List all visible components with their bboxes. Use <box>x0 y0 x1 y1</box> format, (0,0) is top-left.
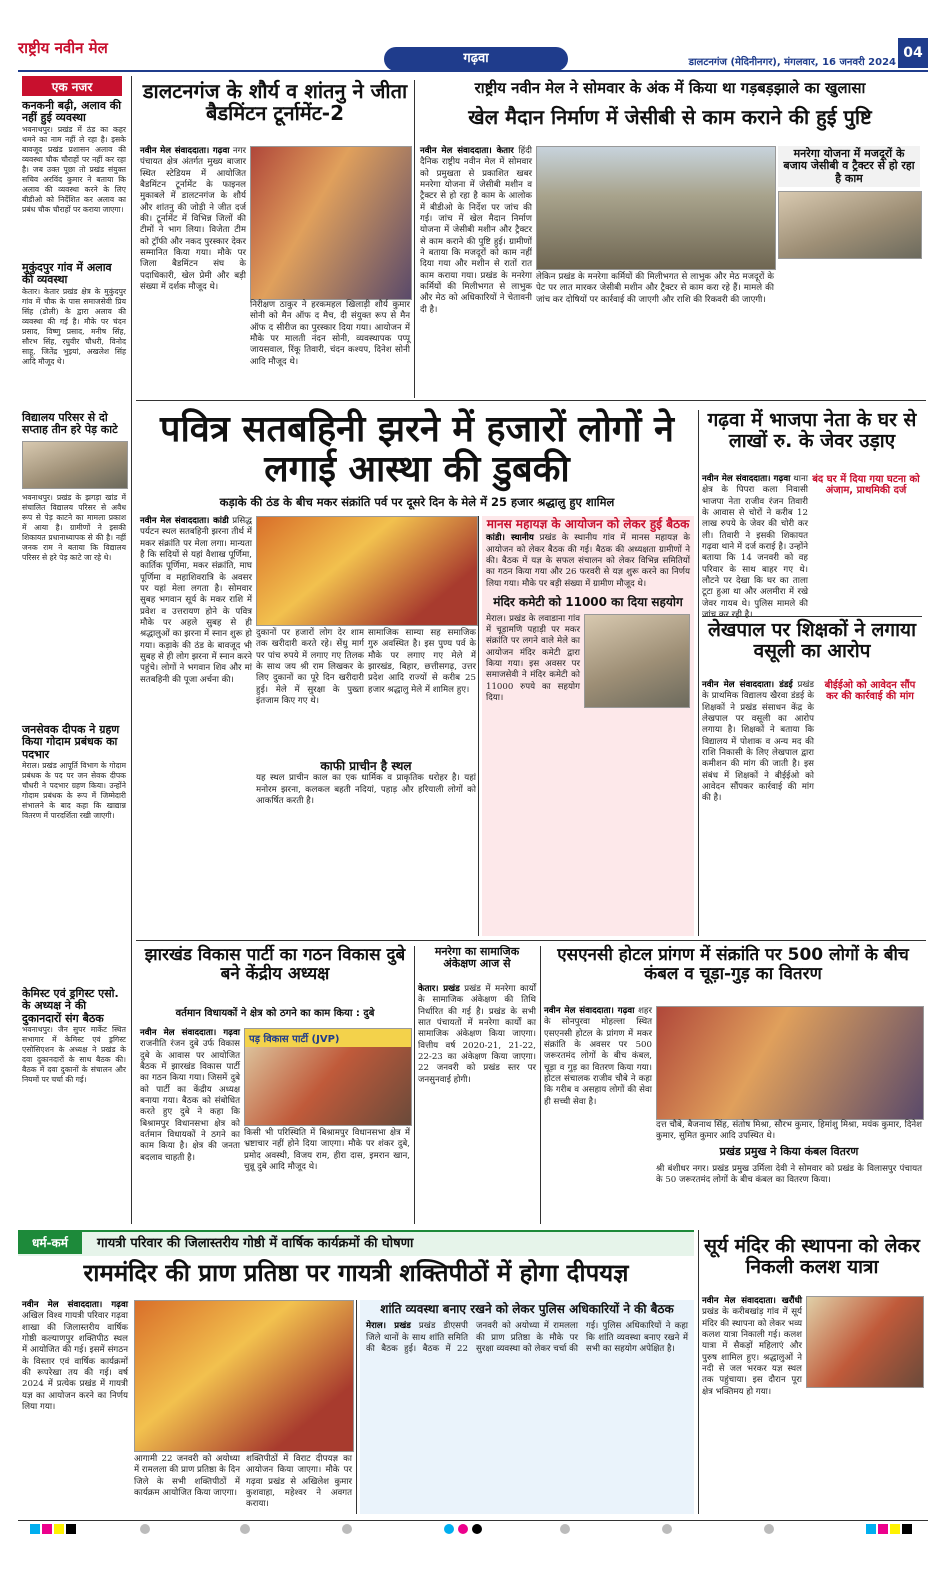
police-text: प्रखंड डीएसपी जिले थानों के साथ शांति समिति की बैठक हुई। बैठक में 22 जनवरी को अयोध्या में रामलला की प्राण प्रतिष्ठा के मौके पर सुरक्षा व्यवस्था को लेकर चर्चा की गई। पुलिस अधिकारियों ने कहा कि शांति व्यवस्था बनाए रखने में सभी का सहयोग अपेक्षित है। <box>366 1321 688 1355</box>
waterfall-body <box>140 516 252 936</box>
gayatri-kicker: गायत्री परिवार की जिलास्तरीय गोष्ठी में वार्षिक कार्यक्रमों की घोषणा <box>97 1236 414 1251</box>
divider <box>698 1230 699 1514</box>
manrega-byline: केतार। प्रखंड <box>418 984 460 994</box>
jvp-byline: नवीन मेल संवाददाता। गढ़वा <box>140 1028 240 1038</box>
registration-dot <box>662 1524 672 1534</box>
jcb-body-2: लेकिन प्रखंड के मनरेगा कर्मियों की मिलीभगत से लाभुक और मेठ मजदूरों के पेट पर लात मारकर जेसीबी मशीन और ट्रैक्टर से काम करा रहे हैं। मामले की जांच कर दोषियों पर कार्रवाई की जाएगी और राशि की रिकवरी की जाएगी। <box>536 272 774 305</box>
divider <box>414 80 415 398</box>
blanket-headline: एसएनसी होटल प्रांगण में संक्रांति पर 500 लोगों के बीच कंबल व चूड़ा-गुड़ का वितरण <box>557 945 909 985</box>
waterfall-body-2: दुकानों पर हजारों लोग देर शाम तक खरीदारी करते रहे। सेंधु मार्ग पर पांच रुपये में लगाए गए तिलक के साथ जय श्री राम लिखकर के लिए दुकानों का पूरे दिन खरीदारी हुई। मेले में सुरक्षा के पुख्ता इंतजाम किए गए थे। <box>256 628 364 707</box>
jcb-inset-photo <box>778 191 922 259</box>
gayatri-text: अखिल विश्व गायत्री परिवार गढ़वा शाखा की जिलास्तरीय वार्षिक गोष्ठी कल्याणपुर शक्तिपीठ स्थल में आयोजित की गई। इसमें संगठन के विस्तार एवं वार्षिक कार्यक्रमों की रूपरेखा तय की गई। वर्ष 2024 में प्रत्येक प्रखंड में गायत्री यज्ञ का आयोजन करने का निर्णय लिया गया। <box>22 1311 128 1413</box>
registration-dot <box>764 1524 774 1534</box>
bjp-headline: गढ़वा में भाजपा नेता के घर से लाखों रु. के जेवर उड़ाए <box>707 409 917 453</box>
jcb-text: हिंदी दैनिक राष्ट्रीय नवीन मेल में सोमवार को प्रमुखता से प्रकाशित खबर मनरेगा योजना में जेसीबी मशीन व ट्रैक्टर से हो रहा है काम के आलोक में बीडीओ के निर्देश पर जांच की गई। जांच में खेल मैदान निर्माण योजना में जेसीबी मशीन और ट्रैक्टर से काम कराने की पुष्टि हुई। ग्रामीणों ने बताया कि मजदूरों को काम नहीं दिया गया और मशीन से रातों रात काम कराया गया। प्रखंड के मनरेगा कर्मियों की मिलीभगत से लाभुक और मेठ को अधिकारियों ने चेतावनी दी है। <box>420 146 533 315</box>
surya-byline: नवीन मेल संवाददाता। खरौंधी <box>702 1296 802 1306</box>
jvp-subhead: वर्तमान विधायकों ने क्षेत्र को ठगने का काम किया : दुबे <box>175 1008 375 1019</box>
lekhpal-red-sub-text: बीईईओ को आवेदन सौंप कर की कार्रवाई की मांग <box>824 680 916 703</box>
police-byline: मेराल। प्रखंड <box>366 1321 411 1332</box>
dharm-karm-banner <box>18 1230 694 1256</box>
sidebar-item <box>22 724 126 986</box>
gayatri-body-3: शक्तिपीठों में विराट दीपयज्ञ का आयोजन किया जाएगा। मौके पर गढ़वा प्रखंड से अखिलेश कुमार कुशवाहा, महेश्वर ने अवगत कराया। <box>246 1454 352 1510</box>
color-swatch <box>30 1524 40 1534</box>
manas-box <box>482 516 694 936</box>
sidebar-item <box>22 262 126 410</box>
sidebar-item-body: भवनाथपुर। प्रखंड में ठंड का कहर थमने का नाम नहीं ले रहा है। इसके बावजूद प्रखंड प्रशासन अलाव की व्यवस्था चौक चौराहों पर नहीं कर रहा है। जब उक्त पूछा तो प्रखंड संयुक्त सचिव अरविंद कुमार ने बताया कि अलाव की व्यवस्था करने के लिए बीडीओ को निर्देशित कर अलाव का प्रबंध चौक चौराहों पर कराया जाएगा। <box>22 124 126 214</box>
registration-dot <box>240 1524 250 1534</box>
sidebar-item-body: केतार। केतार प्रखंड क्षेत्र के मुकुंदपुर गांव में चौक के पास समाजसेवी प्रिय सिंह (डोली) के द्वारा अलाव की व्यवस्था की गई है। मौके पर चंदन प्रसाद, विष्णु प्रसाद, मनीष सिंह, सौरभ सिंह, रघुवीर चौधरी, विनोद साहू, जितेंद्र भुइयां, अखलेश सिंह आदि मौजूद थे। <box>22 286 126 366</box>
sidebar-label <box>22 76 122 96</box>
waterfall-subhead: कड़ाके की ठंड के बीच मकर संक्रांति पर्व पर दूसरे दिन के मेले में 25 हजार श्रद्धालु हुए शामिल <box>219 495 615 509</box>
lekhpal-body <box>702 680 814 936</box>
bjp-red-sub <box>812 474 920 514</box>
jcb-inset-headline: मनरेगा योजना में मजदूरों के बजाय जेसीबी व ट्रैक्टर से हो रहा है काम <box>778 146 920 187</box>
manas-text: प्रखंड के स्थानीय गांव में मानस महायज्ञ के आयोजन को लेकर बैठक की गई। बैठक की अध्यक्षता ग्रामीणों ने की। बैठक में यज्ञ के सफल संचालन को लेकर विभिन्न समितियों का गठन किया गया और 26 फरवरी से यज्ञ शुरू करने का निर्णय लिया गया। मौके पर बड़ी संख्या में ग्रामीण मौजूद थे। <box>486 533 690 589</box>
registration-dot <box>342 1524 352 1534</box>
waterfall-text-3: सामाजिक साम्या सह समाजिक गुरु अवस्थित है। इस पुण्य पर्व के मौके पर लगाए गए मेले में झारखंड, बिहार, छत्तीसगढ़, उत्तर प्रदेश आदि राज्यों से करीब 25 हजार श्रद्धालु मेले में शामिल हुए। <box>368 628 476 695</box>
registration-dot <box>560 1524 570 1534</box>
badminton-caption: निरीक्षण ठाकुर ने हरकमहल खिलाड़ी शौर्य कुमार सोनी को मैन ऑफ द मैच, दी संयुक्त रूप से मैन ऑफ द सीरीज का पुरस्कार दिया गया। आयोजन में मौके पर मालती नंदन सोनी, व्यवस्थापक पप्पू जायसवाल, रिंकू तिवारी, चंदन कश्यप, दिनेश सोनी आदि मौजूद थे। <box>250 300 410 367</box>
donation-headline: मंदिर कमेटी को 11000 का दिया सहयोग <box>493 595 683 610</box>
color-swatch <box>878 1524 888 1534</box>
header-rule <box>18 70 928 72</box>
police-body <box>360 1319 694 1357</box>
gayatri-photo <box>134 1300 354 1452</box>
manas-headline: मानस महायज्ञ के आयोजन को लेकर हुई बैठक <box>486 517 690 531</box>
jvp-photo <box>244 1028 412 1126</box>
registration-dot <box>458 1524 468 1534</box>
jvp-headline: झारखंड विकास पार्टी का गठन विकास दुबे बने केंद्रीय अध्यक्ष <box>144 945 406 985</box>
jcb-headline: खेल मैदान निर्माण में जेसीबी से काम कराने की हुई पुष्टि <box>468 105 872 129</box>
surya-body <box>702 1296 802 1514</box>
masthead <box>18 38 138 64</box>
manrega-headline: मनरेगा का सामाजिक अंकेक्षण आज से <box>434 945 520 971</box>
sidebar-item-title: केमिस्ट एवं ड्रगिस्ट एसो. के अध्यक्ष ने की दुकानदारों संग बैठक <box>22 987 119 1025</box>
color-swatch <box>890 1524 900 1534</box>
blanket-sub2: प्रखंड प्रमुख ने किया कंबल वितरण <box>719 1145 859 1158</box>
section-tab <box>384 47 568 71</box>
row-rule <box>136 940 926 941</box>
divider <box>540 946 541 1224</box>
bjp-text: थाना क्षेत्र के पिपरा कला निवासी भाजपा नेता राजीव रंजन तिवारी के आवास से चोरों ने करीब 12 लाख रुपये के जेवर की चोरी कर ली। तिवारी ने इसकी शिकायत गढ़वा थाने में दर्ज कराई है। उन्होंने बताया कि 14 जनवरी को वह परिवार के साथ बाहर गए थे। लौटने पर देखा कि घर का ताला टूटा हुआ था और अलमीरा में रखे जेवर गायब थे। पुलिस मामले की <box>702 474 809 609</box>
sidebar-item <box>22 412 126 722</box>
sidebar-photo <box>22 441 128 489</box>
waterfall-byline: नवीन मेल संवाददाता। कांडी <box>140 516 229 526</box>
dharm-karm-label: धर्म-कर्म <box>18 1232 82 1254</box>
section-name: गढ़वा <box>463 51 489 66</box>
blanket-body <box>544 1006 652 1224</box>
blanket-caption: दत्त चौबे, बैजनाथ सिंह, संतोष मिश्रा, सौरभ कुमार, हिमांशु मिश्रा, मयंक कुमार, दिनेश कुमार, सुमित कुमार आदि उपस्थित थे। <box>656 1120 922 1142</box>
jcb-byline: नवीन मेल संवाददाता। केतार <box>420 146 514 156</box>
police-box <box>360 1300 694 1514</box>
registration-dot <box>140 1524 150 1534</box>
sidebar-label-text: एक नजर <box>51 80 93 94</box>
badminton-byline: नवीन मेल संवाददाता। गढ़वा <box>140 146 230 156</box>
registration-dot <box>472 1524 482 1534</box>
donation-photo <box>584 614 690 708</box>
blanket-photo <box>656 1006 924 1120</box>
page-number <box>898 38 928 68</box>
color-swatch <box>866 1524 876 1534</box>
blanket-text: शहर के सोनपुरवा मोहल्ला स्थित एसएनसी होटल के प्रांगण में मकर संक्रांति के अवसर पर 500 जरूरतमंद लोगों के बीच कंबल, चूड़ा व गुड़ का वितरण किया गया। होटल संचालक राजीव चौबे ने कहा कि गरीब व असहाय लोगों की सेवा ही सच्ची सेवा है। <box>544 1006 652 1107</box>
badminton-headline: डालटनगंज के शौर्य व शांतनु ने जीता बैडमिंटन टूर्नामेंट-2 <box>142 79 408 126</box>
waterfall-history-body: यह स्थल प्राचीन काल का एक धार्मिक व प्राकृतिक धरोहर है। यहां मनोरम झरना, कलकल बहती नदियां, पहाड़ और हरियाली लोगों को आकर्षित करती है। <box>256 773 476 807</box>
sidebar-item <box>22 100 126 260</box>
police-headline: शांति व्यवस्था बनाए रखने को लेकर पुलिस अधिकारियों ने की बैठक <box>380 1302 674 1316</box>
footer-rule <box>18 1520 928 1521</box>
badminton-photo <box>250 146 412 300</box>
sidebar-item-body: मेराल। प्रखंड आपूर्ति विभाग के गोदाम प्रबंधक के पद पर जन सेवक दीपक चौधरी ने पदभार ग्रहण किया। उन्होंने गोदाम प्रबंधक के रूप में जिम्मेदारी संभालने के बाद कहा कि खाद्यान्न वितरण में पारदर्शिता रखी जाएगी। <box>22 760 126 821</box>
bjp-byline: नवीन मेल संवाददाता। गढ़वा <box>702 474 791 484</box>
jcb-inset <box>778 146 920 396</box>
donation-body: मेराल। प्रखंड के लवाडाना गांव में चूड़ामणि पहाड़ी पर मकर संक्रांति पर लगने वाले मेले का आयोजन मंदिर कमेटी द्वारा किया गया। इस अवसर पर समाजसेवी ने मंदिर कमेटी को 11000 रुपये का सहयोग दिया। <box>486 613 580 703</box>
badminton-body <box>140 146 246 396</box>
row-rule <box>702 616 922 617</box>
jvp-body <box>140 1028 240 1224</box>
surya-text: प्रखंड के करीबखांड़ गांव में सूर्य मंदिर की स्थापना को लेकर भव्य कलश यात्रा निकाली गई। कलश यात्रा में सैकड़ों महिलाएं और पुरुष शामिल हुए। श्रद्धालुओं ने नदी से जल भरकर यज्ञ स्थल तक पहुंचाया। इस दौरान पूरा क्षेत्र भक्तिमय हो गया। <box>702 1307 802 1397</box>
color-swatch <box>54 1524 64 1534</box>
jvp-body-2: किसी भी परिस्थिति में बिश्रामपुर विधानसभा क्षेत्र में भ्रष्टाचार नहीं होने दिया जाएगा। मौके पर शंकर दुबे, प्रमोद अवस्थी, विजय राम, हीरा दास, इमरान खान, चुन्नू दुबे आदि मौजूद थे। <box>244 1128 410 1173</box>
lekhpal-red-sub <box>818 680 922 720</box>
gayatri-headline: राममंदिर की प्राण प्रतिष्ठा पर गायत्री शक्तिपीठों में होगा दीपयज्ञ <box>83 1259 629 1287</box>
waterfall-history <box>256 760 476 930</box>
divider <box>698 410 699 936</box>
page-number-text: 04 <box>903 45 923 61</box>
gayatri-body-2: आगामी 22 जनवरी को अयोध्या में रामलला की प्राण प्रतिष्ठा के दिन जिले के सभी शक्तिपीठों में कार्यक्रम आयोजित किया जाएगा। <box>134 1454 240 1499</box>
sidebar-item-title: कनकनी बढ़ी, अलाव की नहीं हुई व्यवस्था <box>22 99 122 125</box>
blanket-byline: नवीन मेल संवाददाता। गढ़वा <box>544 1006 635 1016</box>
surya-photo <box>806 1296 924 1388</box>
surya-headline: सूर्य मंदिर की स्थापना को लेकर निकली कलश यात्रा <box>704 1235 920 1279</box>
masthead-title: राष्ट्रीय नवीन मेल <box>18 39 108 57</box>
gayatri-byline: नवीन मेल संवाददाता। गढ़वा <box>22 1300 128 1310</box>
color-swatch <box>66 1524 76 1534</box>
jcb-photo <box>536 146 776 270</box>
jvp-text: राजनीति रंजन दुबे उर्फ विकास दुबे के आवास पर आयोजित बैठक में झारखंड विकास पार्टी का गठन किया गया। जिसमें दुबे को पार्टी का केंद्रीय अध्यक्ष बनाया गया। बैठक को संबोधित करते हुए दुबे ने कहा कि बिश्रामपुर विधानसभा क्षेत्र को वर्तमान विधायकों ने ठगने का काम किया है। क्षेत्र की जनता बदलाव चाहती है। <box>140 1039 240 1163</box>
jcb-kicker: राष्ट्रीय नवीन मेल ने सोमवार के अंक में किया था गड़बड़झाले का खुलासा <box>474 79 866 97</box>
bjp-body <box>702 474 808 614</box>
manas-byline: कांडी। स्थानीय <box>486 533 534 544</box>
sidebar-item-body: भवनाथपुर। जैन सुपर मार्केट स्थित सभागार में केमिस्ट एवं ड्रगिस्ट एसोसिएशन के अध्यक्ष ने प्रखंड के दवा दुकानदारों के साथ बैठक की। बैठक में दवा दुकानों के संचालन और नियमों पर चर्चा की गई। <box>22 1024 126 1085</box>
manrega-text: प्रखंड में मनरेगा कार्यों के सामाजिक अंकेक्षण की तिथि निर्धारित की गई है। प्रखंड के सभी सात पंचायतों में मनरेगा कार्यों का सामाजिक अंकेक्षण किया जाएगा। वित्तीय वर्ष 2020-21, 21-22, 22-23 का अंकेक्षण किया जाएगा। 22 जनवरी को प्रखंड स्तर पर जनसुनवाई होगी। <box>418 984 536 1085</box>
badminton-text: नगर पंचायत क्षेत्र अंतर्गत मुख्य बाजार स्थित स्टेडियम में आयोजित बैडमिंटन टूर्नामेंट के फाइनल मुकाबले में डालटनगंज के शौर्य और शांतनु की जोड़ी ने जीत दर्ज की। टूर्नामेंट में विभिन्न जिलों की टीमों ने भाग लिया। विजेता टीम को ट्रॉफी और नकद पुरस्कार देकर सम्मानित किया गया। मौके पर जिला बैडमिंटन संघ के पदाधिकारी, खेल प्रेमी और बड़ी संख्या में दर्शक मौजूद थे। <box>140 146 246 293</box>
color-swatch <box>42 1524 52 1534</box>
registration-dot <box>444 1524 454 1534</box>
gayatri-body <box>22 1300 128 1514</box>
manrega-body <box>418 984 536 1224</box>
dateline <box>636 50 896 68</box>
jvp-photo-banner: पड़ विकास पार्टी (JVP) <box>245 1029 411 1047</box>
waterfall-text: प्रसिद्ध पर्यटन स्थल सतबहिनी झरना तीर्थ में मकर संक्रांति पर मेला लगा। मान्यता है कि सदियों से यहां वैशाख पूर्णिमा, कार्तिक पूर्णिमा, मकर संक्रांति, माघ पूर्णिमा व महाशिवरात्रि के अवसर पर यहां मेला लगता है। सोमवार सुबह भगवान सूर्य के मकर राशि में प्रवेश व उत्तरायण होने के पवित्र मौके पर अहले सुबह से ही श्रद्धालुओं का झरना में स्नान शुरू हो गया। कड़ाके की ठंड के बावजूद भी सुबह से ही लोग झरना में स्नान करने पहुंचे। लोगों ने भगवान शिव और मां सतबहिनी की पूजा अर्चना की। <box>140 516 253 685</box>
waterfall-history-head: काफी प्राचीन है स्थल <box>320 759 412 773</box>
sidebar-item-title: मुकुंदपुर गांव में अलाव की व्यवस्था <box>22 261 112 287</box>
row-rule <box>136 400 926 401</box>
sidebar-item-title: जनसेवक दीपक ने ग्रहण किया गोदाम प्रबंधक का पदभार <box>22 723 120 761</box>
lekhpal-headline: लेखपाल पर शिक्षकों ने लगाया वसूली का आरोप <box>707 619 916 663</box>
sidebar-item <box>22 988 126 1216</box>
bjp-red-sub-text: बंद घर में दिया गया घटना को अंजाम, प्राथमिकी दर्ज <box>812 474 920 497</box>
sidebar-divider <box>131 76 132 1224</box>
dateline-text: डालटनगंज (मेदिनीनगर), मंगलवार, 16 जनवरी 2024 <box>688 57 896 68</box>
divider <box>356 1300 357 1514</box>
divider <box>414 946 415 1224</box>
waterfall-headline: पवित्र सतबहिनी झरने में हजारों लोगों ने लगाई आस्था की डुबकी <box>160 409 674 490</box>
manas-body <box>482 533 694 590</box>
sidebar-item-body: भवनाथपुर। प्रखंड के झगड़ा खांड में संचालित विद्यालय परिसर से अवैध रूप से पेड़ काटने का मामला प्रकाश में आया है। ग्रामीणों ने इसकी शिकायत प्रधानाध्यापक से की है। नहीं जनक राम ने बताया कि विद्यालय परिसर से हरे पेड़ काटे जा रहे थे। <box>22 492 126 562</box>
divider <box>478 516 479 936</box>
color-swatch <box>902 1524 912 1534</box>
lekhpal-text: प्रखंड के प्राथमिक विद्यालय खैरवा डंडई के शिक्षकों ने प्रखंड संसाधन केंद्र के लेखपाल पर वसूली का आरोप लगाया है। शिक्षकों ने बताया कि विद्यालय में पोशाक व अन्य मद की राशि निकासी के लिए लेखपाल द्वारा कमीशन की मांग की जाती है। इस संबंध में शिक्षकों ने बीईईओ को आवेदन सौंपकर कार्रवाई की मांग की है। <box>702 680 815 804</box>
waterfall-photo <box>256 516 478 626</box>
sidebar-item-title: विद्यालय परिसर से दो सप्ताह तीन हरे पेड़ काटे <box>22 411 118 437</box>
lekhpal-byline: नवीन मेल संवाददाता। डंडई <box>702 680 793 690</box>
jcb-body <box>420 146 532 396</box>
blanket-body-2: श्री बंशीधर नगर। प्रखंड प्रमुख उर्मिला देवी ने सोमवार को प्रखंड के विलासपुर पंचायत के 50 जरूरतमंद लोगों के बीच कंबल का वितरण किया। <box>656 1164 922 1186</box>
